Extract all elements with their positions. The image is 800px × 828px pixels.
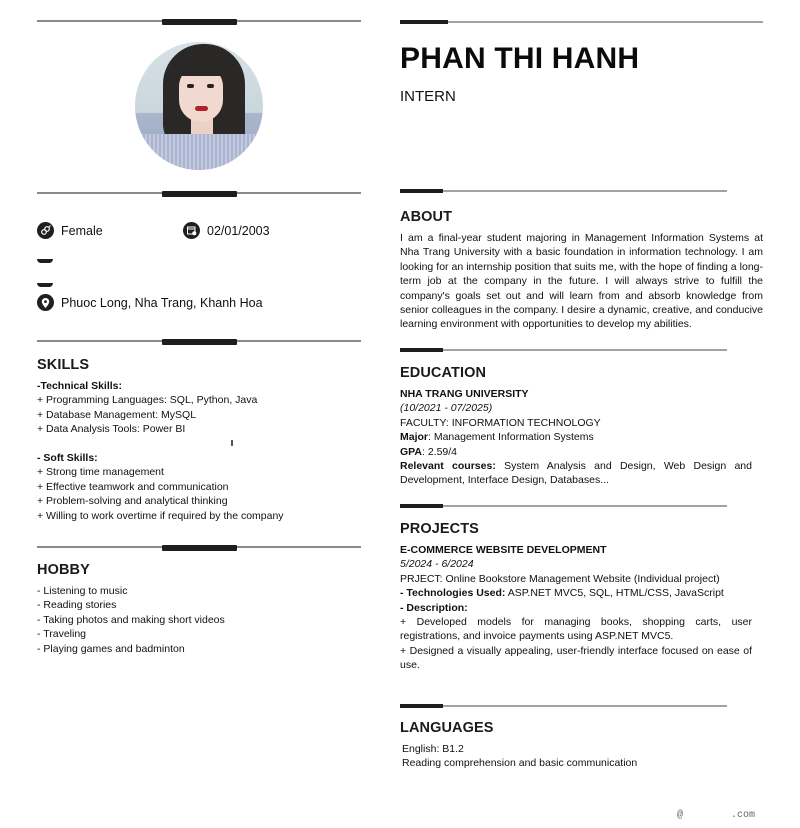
full-name: PHAN THI HANH	[400, 42, 640, 75]
major-line	[400, 430, 752, 444]
phone-icon	[37, 259, 53, 263]
skill-item: + Willing to work overtime if required by the company	[37, 509, 284, 522]
skill-item: + Programming Languages: SQL, Python, Java	[37, 394, 258, 407]
calendar-icon	[183, 222, 200, 239]
dob-value: 02/01/2003	[207, 223, 270, 238]
tech-value: ASP.NET MVC5, SQL, HTML/CSS, JavaScript	[505, 587, 724, 600]
languages-list	[402, 742, 637, 771]
stray-mark	[231, 440, 233, 446]
gender-icon	[37, 222, 54, 239]
soft-skills-list	[37, 451, 284, 523]
description-label: - Description:	[400, 601, 468, 614]
tech-label: - Technologies Used:	[400, 587, 506, 600]
divider	[400, 348, 727, 352]
footer-email: @ .com	[677, 810, 756, 821]
courses-line	[400, 459, 752, 488]
project-name: E-COMMERCE WEBSITE DEVELOPMENT	[400, 544, 607, 556]
hobby-item: - Listening to music	[37, 585, 128, 597]
skill-item: + Strong time management	[37, 466, 164, 479]
hobby-item: - Reading stories	[37, 599, 117, 612]
divider	[400, 20, 763, 24]
description-item: + Designed a visually appealing, user-friendly interface focused on ease of use.	[400, 644, 752, 672]
languages-title: LANGUAGES	[400, 720, 494, 736]
skills-list	[37, 379, 257, 437]
skills-title: SKILLS	[37, 357, 90, 373]
skill-item: + Data Analysis Tools: Power BI	[37, 423, 186, 436]
divider	[37, 339, 361, 344]
address-row	[37, 294, 263, 311]
divider	[400, 704, 727, 708]
major-label: Major	[400, 431, 429, 444]
faculty: FACULTY: INFORMATION TECHNOLOGY	[400, 416, 601, 429]
projects-title: PROJECTS	[400, 521, 479, 537]
divider	[400, 504, 727, 508]
gender-value: Female	[61, 223, 103, 238]
courses-value: System Analysis and Design, Web Design and Development, Interface Design, Databases...	[400, 460, 752, 487]
hobby-item: - Playing games and badminton	[37, 642, 185, 655]
tech-line	[400, 586, 752, 600]
hobby-list	[37, 584, 225, 656]
location-pin-icon	[37, 294, 54, 311]
avatar	[135, 42, 263, 170]
dob-row	[183, 222, 270, 239]
about-title: ABOUT	[400, 209, 453, 225]
soft-skills-heading: - Soft Skills:	[37, 452, 98, 464]
technical-skills-heading: -Technical Skills:	[37, 380, 122, 392]
gpa-label: GPA	[400, 445, 422, 458]
hobby-item: - Taking photos and making short videos	[37, 613, 225, 626]
gender-row	[37, 222, 103, 239]
hobby-item: - Traveling	[37, 628, 87, 641]
email-icon	[37, 283, 53, 287]
divider	[37, 19, 361, 24]
project-line: PRJECT: Online Bookstore Management Website (Individual project)	[400, 572, 720, 585]
project-period: 5/2024 - 6/2024	[400, 558, 474, 571]
address-value: Phuoc Long, Nha Trang, Khanh Hoa	[61, 295, 263, 310]
school-name: NHA TRANG UNIVERSITY	[400, 388, 529, 400]
education-title: EDUCATION	[400, 365, 487, 381]
divider	[37, 545, 361, 550]
courses-label: Relevant courses:	[400, 460, 496, 473]
project-details	[400, 543, 752, 673]
skill-item: + Problem-solving and analytical thinking	[37, 495, 228, 508]
language-item: Reading comprehension and basic communication	[402, 757, 638, 770]
education-period: (10/2021 - 07/2025)	[400, 402, 493, 415]
description-item: + Developed models for managing books, shopping carts, user registrations, and invoice payments using ASP.NET MVC5.	[400, 616, 752, 643]
gpa-line	[400, 445, 752, 459]
gpa-value: : 2.59/4	[421, 445, 458, 458]
major-value: : Management Information Systems	[428, 431, 594, 444]
divider	[37, 191, 361, 196]
language-item: English: B1.2	[402, 743, 464, 755]
skill-item: + Database Management: MySQL	[37, 408, 197, 421]
job-title: INTERN	[400, 88, 456, 105]
skill-item: + Effective teamwork and communication	[37, 480, 229, 493]
hobby-title: HOBBY	[37, 562, 90, 578]
about-text: I am a final-year student majoring in Management Information Systems at Nha Trang University with a basic foundation in information technology. I am looking for an internship position that suits me, with the hope of finding a long-term job at the company in the future. I will always strive to fulfill the company's goals set out and will learn from and absorb knowledge from senior colleagues in the company. I desire a dynamic, creative, and conducive learning environment with opportunities to develop my abilities.	[400, 232, 763, 331]
education-details	[400, 387, 752, 488]
divider	[400, 189, 727, 193]
